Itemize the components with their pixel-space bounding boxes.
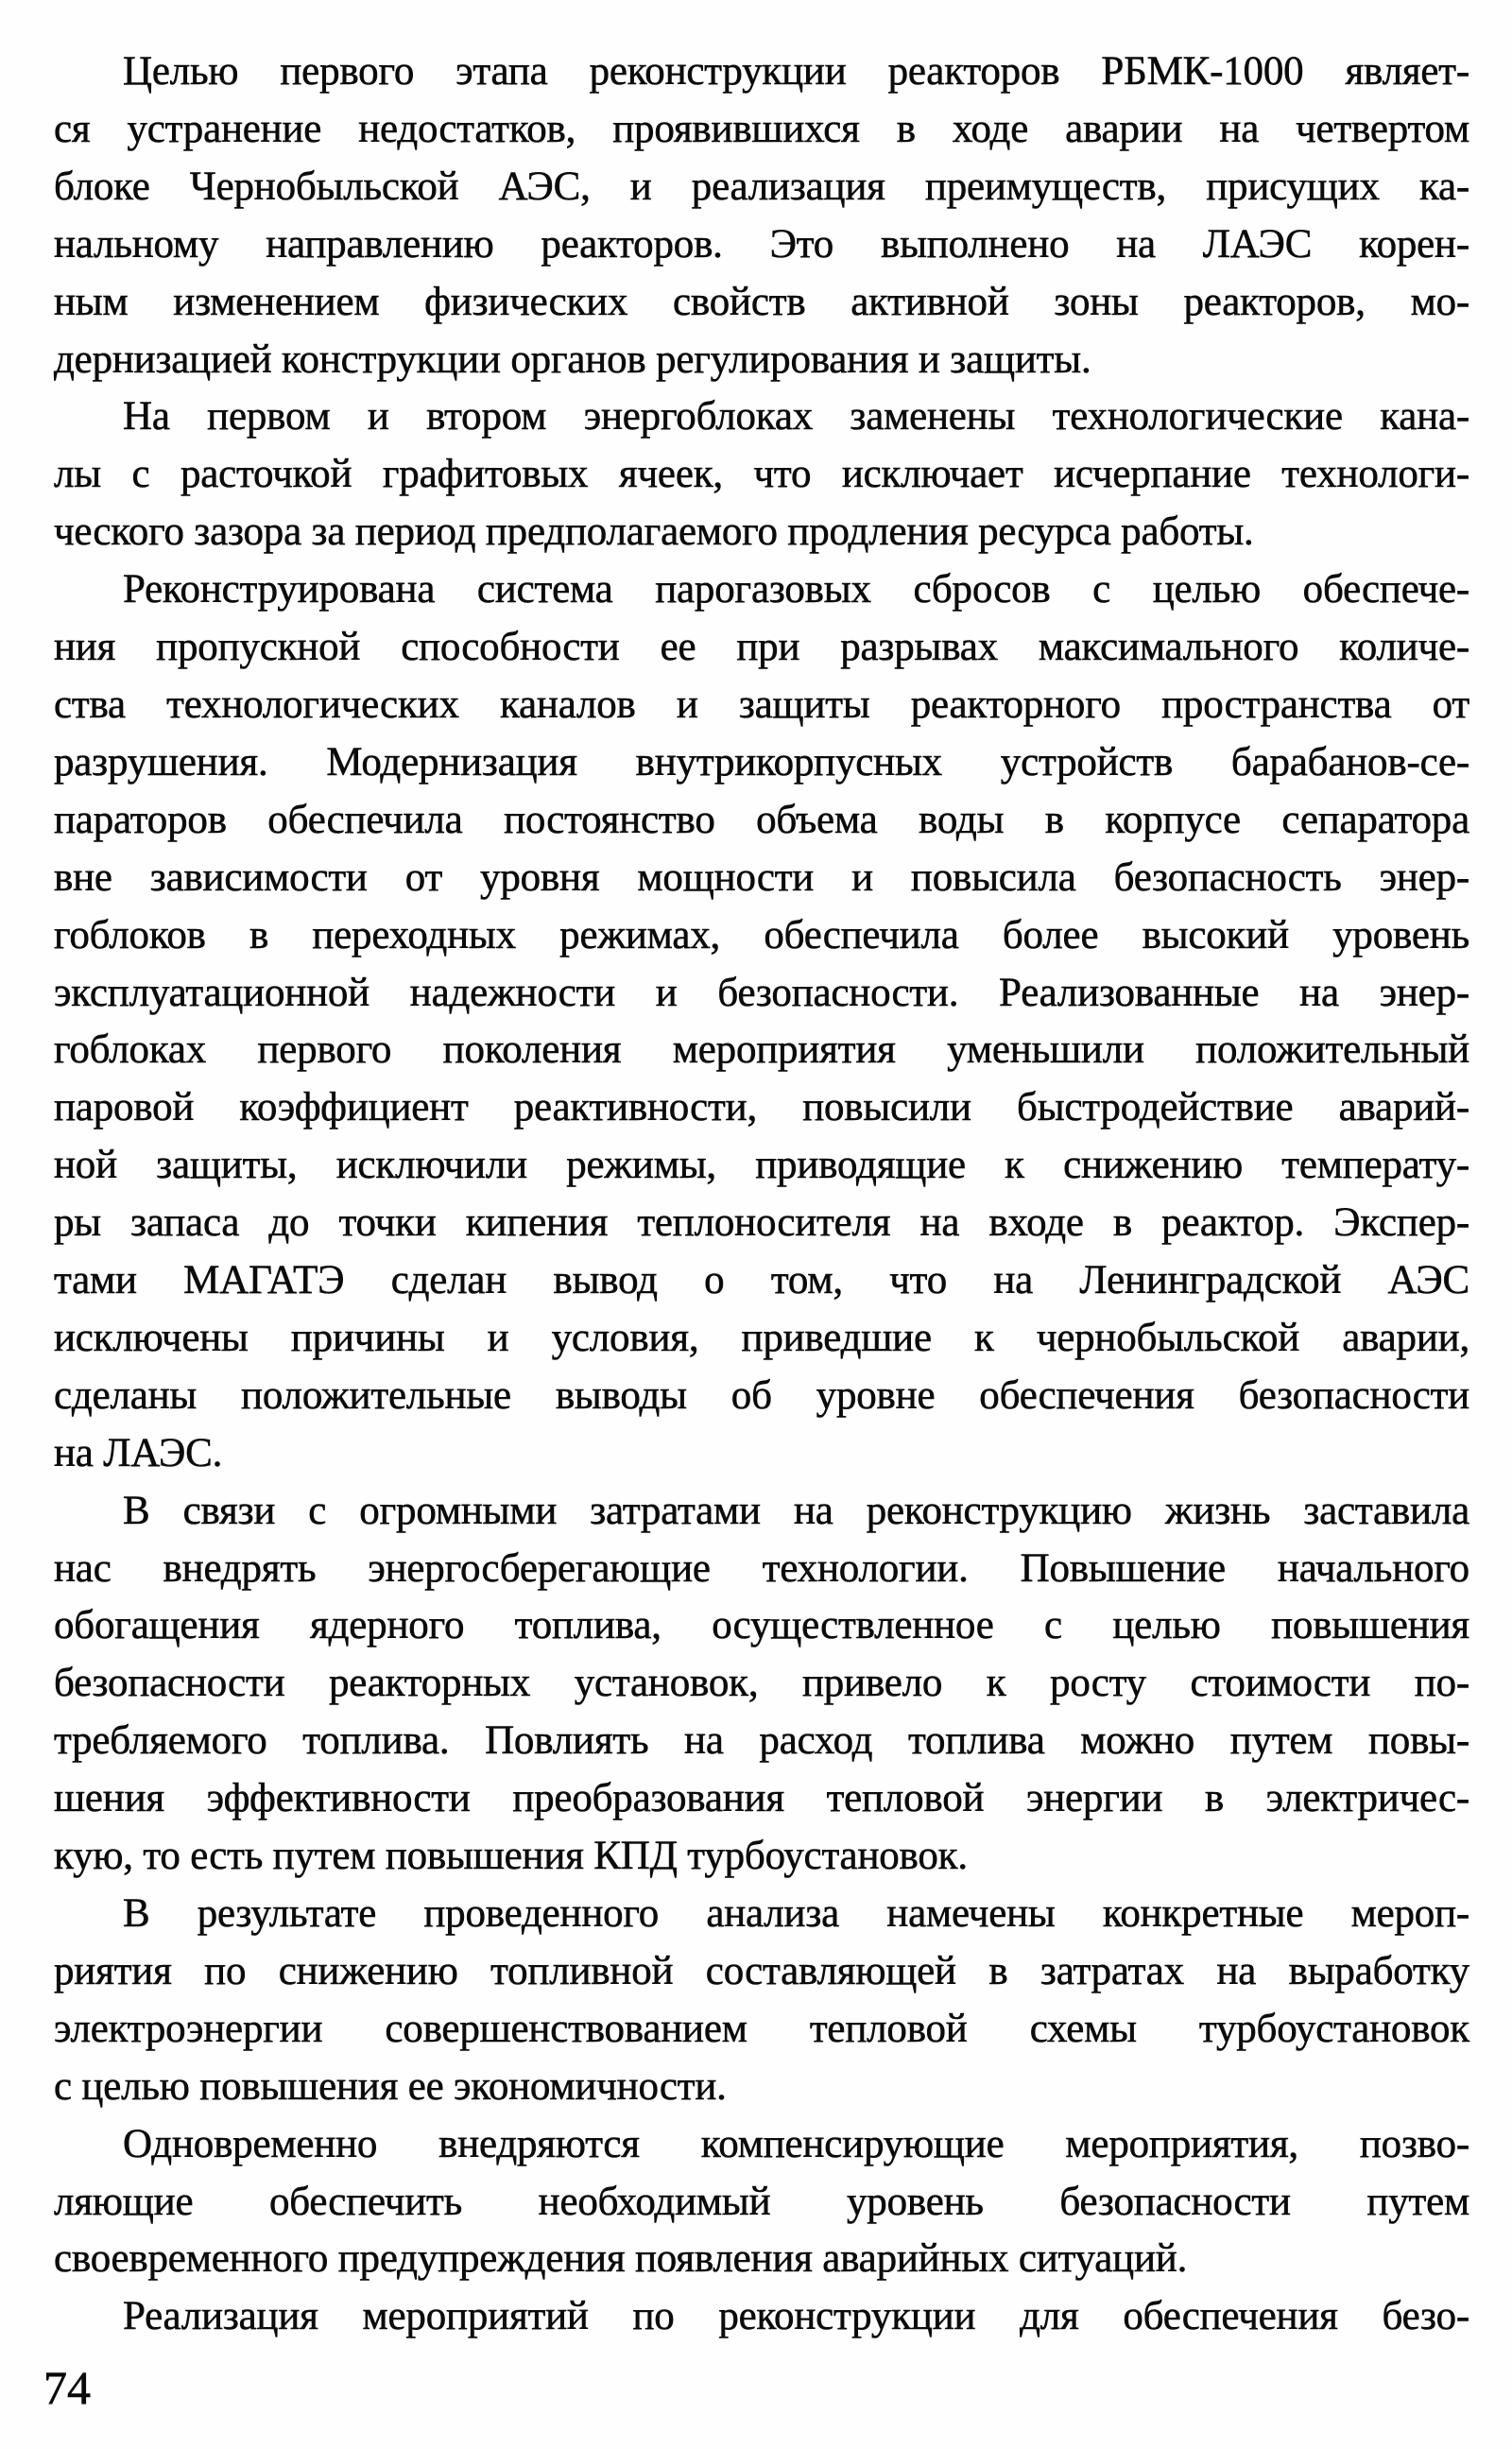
page-number: 74: [43, 2361, 91, 2414]
text-line: нальному направлению реакторов. Это выполнено на ЛАЭС корен-: [54, 221, 1469, 267]
text-line: В результате проведенного анализа намечены конкретные мероп-: [123, 1891, 1469, 1936]
text-line: гоблоков в переходных режимах, обеспечила более высокий уровень: [54, 912, 1469, 957]
text-line: исключены причины и условия, приведшие к чернобыльской аварии,: [54, 1315, 1469, 1360]
text-line: риятия по снижению топливной составляющей в затратах на выработку: [54, 1948, 1469, 1993]
text-line: ся устранение недостатков, проявившихся в ходе аварии на четвертом: [54, 106, 1469, 151]
text-line: вне зависимости от уровня мощности и повысила безопасность энер-: [54, 854, 1469, 900]
text-line: ства технологических каналов и защиты реакторного пространства от: [54, 681, 1469, 727]
text-line: параторов обеспечила постоянство объема воды в корпусе сепаратора: [54, 797, 1469, 842]
text-line: на ЛАЭС.: [54, 1430, 223, 1475]
text-line: тами МАГАТЭ сделан вывод о том, что на Ленинградской АЭС: [54, 1258, 1469, 1303]
text-line: эксплуатационной надежности и безопасности. Реализованные на энер-: [54, 970, 1469, 1015]
text-line: Реализация мероприятий по реконструкции для обеспечения безо-: [123, 2294, 1469, 2339]
text-line: сделаны положительные выводы об уровне обеспечения безопасности: [54, 1372, 1469, 1418]
text-block: [54, 43, 1469, 2346]
text-line: В связи с огромными затратами на реконструкцию жизнь заставила: [123, 1488, 1469, 1533]
text-line: ния пропускной способности ее при разрывах максимального количе-: [54, 625, 1469, 670]
text-line: разрушения. Модернизация внутрикорпусных устройств барабанов-се-: [54, 739, 1469, 785]
text-line: Реконструирована система парогазовых сбросов с целью обеспече-: [123, 567, 1469, 612]
text-line: ческого зазора за период предполагаемого продления ресурса работы.: [54, 509, 1254, 555]
text-line: ляющие обеспечить необходимый уровень безопасности путем: [54, 2179, 1469, 2224]
text-line: ной защиты, исключили режимы, приводящие к снижению температу-: [54, 1143, 1469, 1188]
text-line: своевременного предупреждения появления аварийных ситуаций.: [54, 2236, 1188, 2282]
text-line: ным изменением физических свойств активной зоны реакторов, мо-: [54, 279, 1469, 324]
text-line: требляемого топлива. Повлиять на расход топлива можно путем повы-: [54, 1718, 1469, 1764]
text-line: Одновременно внедряются компенсирующие мероприятия, позво-: [123, 2121, 1469, 2166]
text-line: гоблоках первого поколения мероприятия уменьшили положительный: [54, 1027, 1469, 1073]
text-line: нас внедрять энергосберегающие технологии. Повышение начального: [54, 1545, 1469, 1591]
text-line: безопасности реакторных установок, привело к росту стоимости по-: [54, 1661, 1469, 1706]
text-line: шения эффективности преобразования тепловой энергии в электричес-: [54, 1776, 1469, 1821]
text-line: На первом и втором энергоблоках заменены технологические кана-: [123, 394, 1469, 440]
text-line: ры запаса до точки кипения теплоносителя на входе в реактор. Экспер-: [54, 1200, 1469, 1246]
text-line: паровой коэффициент реактивности, повысили быстродействие аварий-: [54, 1085, 1469, 1130]
text-line: блоке Чернобыльской АЭС, и реализация преимуществ, присущих ка-: [54, 164, 1469, 209]
text-line: Целью первого этапа реконструкции реакторов РБМК-1000 являет-: [123, 49, 1469, 94]
text-line: обогащения ядерного топлива, осуществленное с целью повышения: [54, 1603, 1469, 1648]
text-line: кую, то есть путем повышения КПД турбоустановок.: [54, 1834, 968, 1879]
text-line: дернизацией конструкции органов регулирования и защиты.: [54, 336, 1091, 382]
text-line: с целью повышения ее экономичности.: [54, 2063, 727, 2109]
text-line: электроэнергии совершенствованием тепловой схемы турбоустановок: [54, 2006, 1469, 2051]
text-line: лы с расточкой графитовых ячеек, что исключает исчерпание технологи-: [54, 452, 1469, 497]
